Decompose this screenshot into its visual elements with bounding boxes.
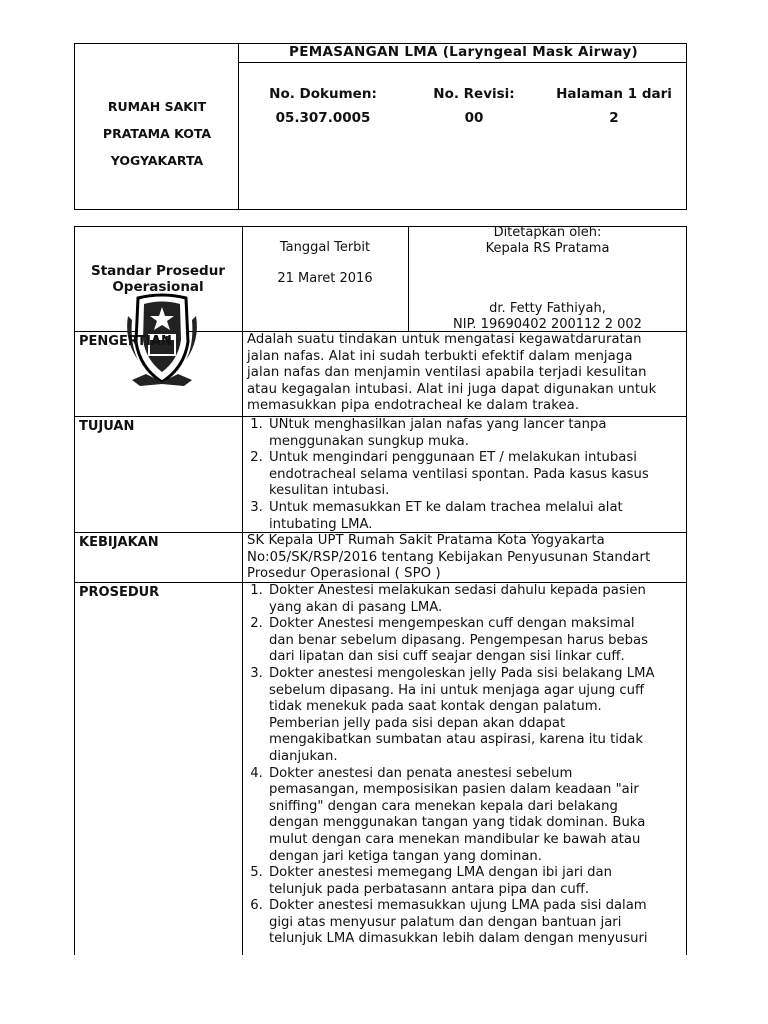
list-item: 1. UNtuk menghasilkan jalan nafas yang lancer tanpa menggunakan sungkup muka. [267,417,687,450]
signer-name: dr. Fetty Fathiyah, [489,301,606,316]
list-item: 6. Dokter anestesi memasukkan ujung LMA pada sisi dalam gigi atas menyusur palatum dan dengan bantuan jari telunjuk LMA dimasukkan lebih dalam dengan menyusuri [267,898,687,948]
revision-label: No. Revisi: [433,86,515,102]
tujuan-label: TUJUAN [79,419,135,434]
issue-date-label: Tanggal Terbit [279,240,371,255]
signer-nip: NIP. 19690402 200112 2 002 [453,317,642,332]
prosedur-label: PROSEDUR [79,585,160,600]
pengertian-text: Adalah suatu tindakan untuk mengatasi kegawatdaruratan jalan nafas. Alat ini sudah terbukti efektif dalam menjaga jalan nafas dan menjamin ventilasi apabila terjadi kesulitan atau kegagalan intubasi. Alat ini juga dapat digunakan untuk memasukkan pipa endotracheal ke dalam trakea. [247,332,657,414]
list-item: 4. Dokter anestesi dan penata anestesi sebelum pemasangan, memposisikan pasien dalam keadaan "air sniffing" dengan cara menekan kepala dari belakang dengan menggunakan tangan yang tidak dominan. Buka mulut dengan cara menekan mandibular ke bawah atau dengan jari ketiga tangan yang dominan. [267,766,687,866]
kebijakan-label: KEBIJAKAN [79,535,159,550]
prosedur-list [245,583,687,948]
page-label: Halaman 1 dari [556,86,672,102]
doc-number-label: No. Dokumen: [269,86,377,102]
approved-by-label: Ditetapkan oleh: [493,225,602,240]
list-item: 5. Dokter anestesi memegang LMA dengan ibi jari dan telunjuk pada perbatasann antara pipa dan cuff. [267,865,687,898]
document-title: PEMASANGAN LMA (Laryngeal Mask Airway) [289,44,638,60]
revision-value: 00 [464,110,484,126]
issue-date-value: 21 Maret 2016 [277,271,373,286]
institution-name: RUMAH SAKIT PRATAMA KOTA YOGYAKARTA [102,99,212,168]
kebijakan-text: SK Kepala UPT Rumah Sakit Pratama Kota Yogyakarta No:05/SK/RSP/2016 tentang Kebijakan Penyusunan Standart Prosedur Operasional ( SPO ) [247,533,651,582]
list-item: 3. Dokter anestesi mengoleskan jelly Pada sisi belakang LMA sebelum dipasang. Ha ini untuk menjaga agar ujung cuff tidak menekuk pada saat kontak dengan palatum. Pemberian jelly pada sisi depan akan ddapat mengakibatkan sumbatan atau aspirasi, karena itu tidak dianjukan. [267,666,687,766]
list-item: 1. Dokter Anestesi melakukan sedasi dahulu kepada pasien yang akan di pasang LMA. [267,583,687,616]
tujuan-list [245,417,687,533]
page-value: 2 [609,110,619,126]
list-item: 3. Untuk memasukkan ET ke dalam trachea melalui alat intubating LMA. [267,500,687,533]
list-item: 2. Dokter Anestesi mengempeskan cuff dengan maksimal dan benar sebelum dipasang. Pengempesan harus bebas dari lipatan dan sisi cuff seajar dengan sisi linkar cuff. [267,616,687,666]
approved-by-role: Kepala RS Pratama [485,241,610,256]
sop-type-label: Standar Prosedur Operasional [91,263,225,295]
doc-number-value: 05.307.0005 [275,110,371,126]
list-item: 2. Untuk mengindari penggunaan ET / melakukan intubasi endotracheal selama ventilasi spontan. Pada kasus kasus kesulitan intubasi. [267,450,687,500]
sop-column-divider-left [242,226,243,955]
pengertian-label: PENGERTIAN [79,334,172,349]
header-title-rule [238,62,687,63]
sop-column-divider-right [408,226,409,331]
header-divider [238,43,239,210]
